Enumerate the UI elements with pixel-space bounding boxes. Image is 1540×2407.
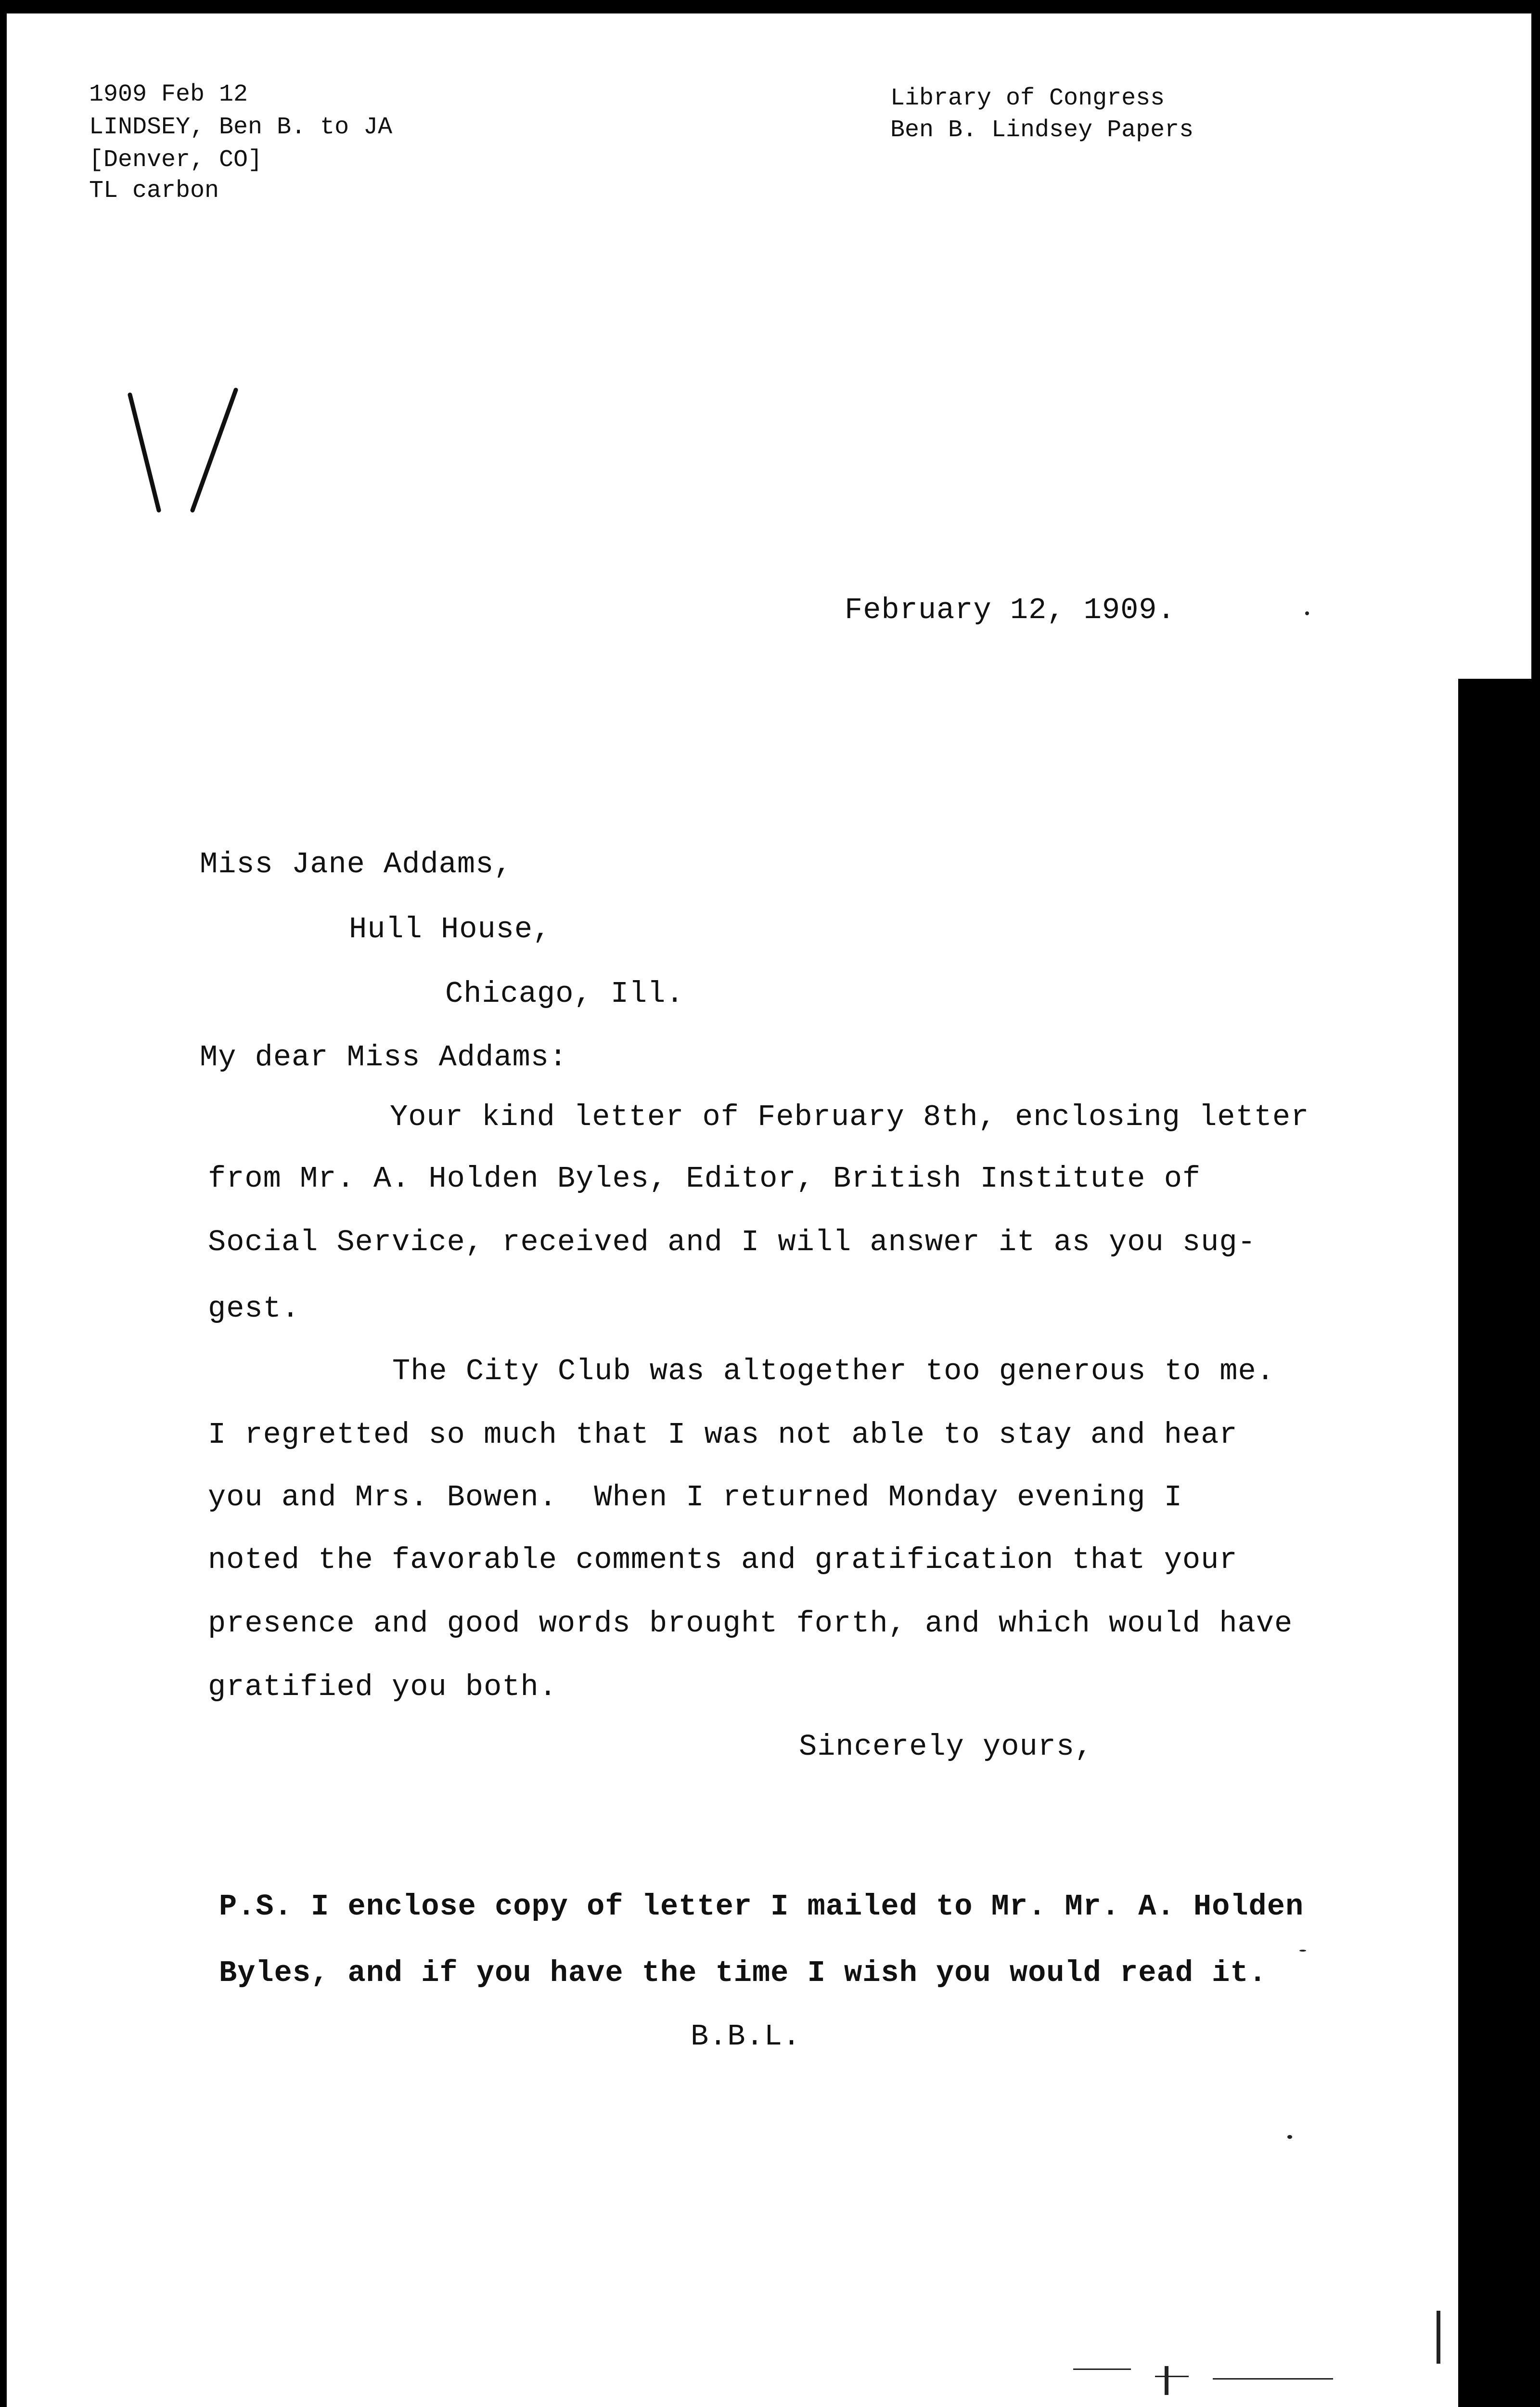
salutation: My dear Miss Addams: [200,1040,568,1074]
postscript-line: Byles, and if you have the time I wish you would read it. [219,1956,1267,1990]
scan-shadow-band [1458,679,1540,2407]
scan-speck [1165,2366,1168,2395]
recipient-address-city: Chicago, Ill. [445,977,684,1011]
repository-library: Library of Congress [890,85,1165,112]
catalog-place: [Denver, CO] [89,146,263,174]
paragraph-2-line: gratified you both. [208,1670,557,1704]
postscript-line: P.S. I enclose copy of letter I mailed to Mr. Mr. A. Holden [219,1889,1304,1924]
paragraph-2-line: presence and good words brought forth, and which would have [208,1606,1293,1641]
closing: Sincerely yours, [799,1730,1093,1764]
initials: B.B.L. [691,2019,801,2054]
scan-speck [1437,2311,1440,2364]
catalog-format: TL carbon [89,177,219,205]
scan-speck [1073,2368,1131,2370]
scan-speck [1155,2376,1189,2377]
scan-speck [1305,611,1309,615]
paragraph-1-line: Social Service, received and I will answer it as you sug- [208,1225,1256,1259]
paragraph-1-line: Your kind letter of February 8th, enclosing letter [390,1100,1309,1134]
paragraph-1-line: gest. [208,1292,300,1326]
scan-border-right [1531,0,1540,679]
catalog-date: 1909 Feb 12 [89,81,248,108]
handwritten-mark [116,375,260,530]
scan-border-left [0,0,7,2407]
letter-date: February 12, 1909. [845,593,1176,627]
paragraph-2-line: The City Club was altogether too generous to me. [392,1354,1275,1388]
catalog-correspondents: LINDSEY, Ben B. to JA [89,114,393,141]
recipient-address-street: Hull House, [349,912,552,946]
repository-collection: Ben B. Lindsey Papers [890,116,1194,144]
paragraph-2-line: noted the favorable comments and gratification that your [208,1543,1238,1577]
paragraph-2-line: you and Mrs. Bowen. When I returned Monday evening I [208,1480,1182,1514]
recipient-name: Miss Jane Addams, [200,847,513,881]
scan-border-top [0,0,1540,13]
scan-speck [1299,1950,1306,1952]
paragraph-2-line: I regretted so much that I was not able to stay and hear [208,1418,1238,1452]
paragraph-1-line: from Mr. A. Holden Byles, Editor, British Institute of [208,1162,1201,1196]
scan-speck [1287,2135,1292,2139]
scan-speck [1213,2378,1333,2380]
